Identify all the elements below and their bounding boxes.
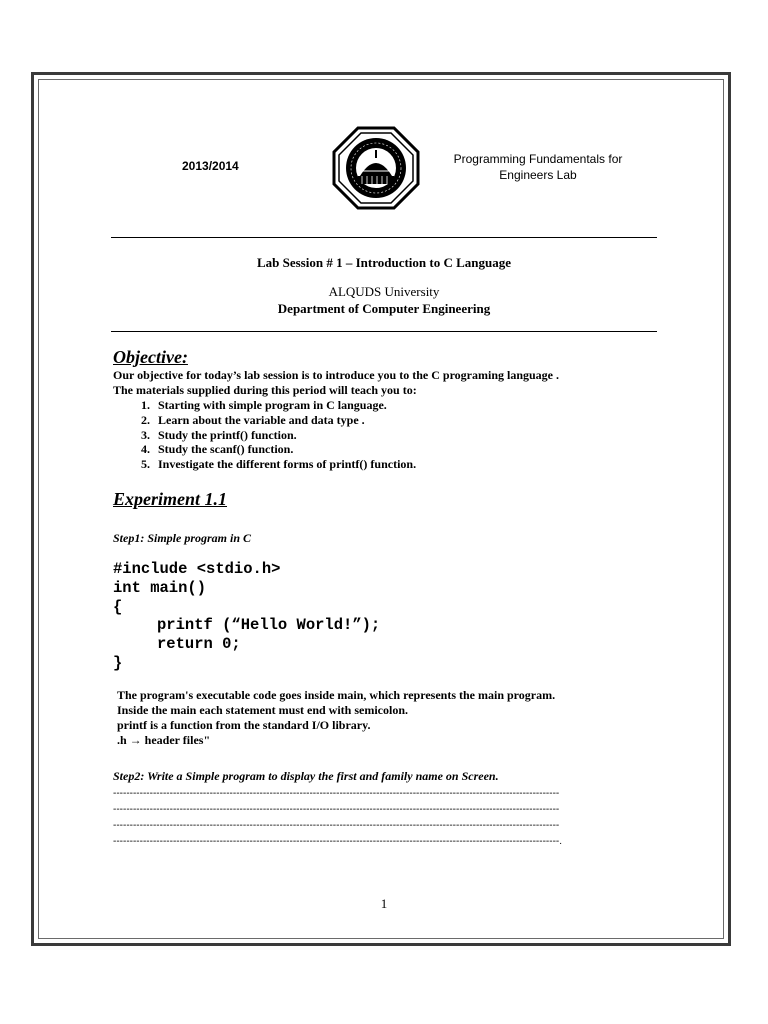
university-name: ALQUDS University xyxy=(328,284,440,299)
code-line: { xyxy=(113,597,123,616)
course-title-line1: Programming Fundamentals for xyxy=(453,152,623,166)
objective-list xyxy=(141,398,416,472)
code-line-indented: printf (“Hello World!”); xyxy=(157,616,381,635)
code-notes xyxy=(117,688,555,748)
experiment-heading: Experiment 1.1 xyxy=(113,489,228,509)
divider-bottom xyxy=(111,331,657,332)
course-title-line2: Engineers Lab xyxy=(499,168,577,182)
step1-label: Step1: Simple program in C xyxy=(113,531,252,545)
answer-line: -------------------------------------------------------------------------------------------------------------------------------------- xyxy=(113,820,560,831)
course-title xyxy=(440,151,636,183)
code-line-indented: return 0; xyxy=(157,635,241,654)
note-line: .h → header files" xyxy=(117,733,211,747)
session-title: Lab Session # 1 – Introduction to C Language xyxy=(256,255,512,270)
code-block xyxy=(113,560,380,673)
list-item: 5. Investigate the different forms of printf() function. xyxy=(141,457,417,472)
university-seal-logo xyxy=(332,126,420,210)
step2-label: Step2: Write a Simple program to display the first and family name on Screen. xyxy=(113,769,499,783)
list-item: 3. Study the printf() function. xyxy=(141,427,297,442)
list-item: 4. Study the scanf() function. xyxy=(141,442,294,457)
page-number: 1 xyxy=(380,896,388,911)
list-item: 1. Starting with simple program in C language. xyxy=(141,398,387,412)
code-line: int main() xyxy=(113,578,207,597)
answer-lines xyxy=(113,786,658,850)
divider-top xyxy=(111,237,657,238)
department-name: Department of Computer Engineering xyxy=(277,301,491,316)
answer-line: --------------------------------------------------------------------------------------------------------------------------------------. xyxy=(113,836,563,847)
academic-year: 2013/2014 xyxy=(182,159,239,173)
objective-intro xyxy=(113,368,673,397)
note-line: The program's executable code goes inside main, which represents the main program. xyxy=(117,688,556,702)
list-item: 2. Learn about the variable and data type . xyxy=(141,412,365,427)
objective-line1: Our objective for today’s lab session is to introduce you to the C programing language . xyxy=(113,368,560,382)
answer-line: -------------------------------------------------------------------------------------------------------------------------------------- xyxy=(113,804,560,815)
note-line: printf is a function from the standard I/O library. xyxy=(117,718,371,732)
objective-heading: Objective: xyxy=(113,347,188,367)
answer-line: -------------------------------------------------------------------------------------------------------------------------------------- xyxy=(113,788,560,799)
code-line: #include <stdio.h> xyxy=(113,560,281,578)
code-line: } xyxy=(113,653,123,672)
objective-line2: The materials supplied during this period will teach you to: xyxy=(113,382,417,397)
note-line: Inside the main each statement must end with semicolon. xyxy=(117,703,408,717)
